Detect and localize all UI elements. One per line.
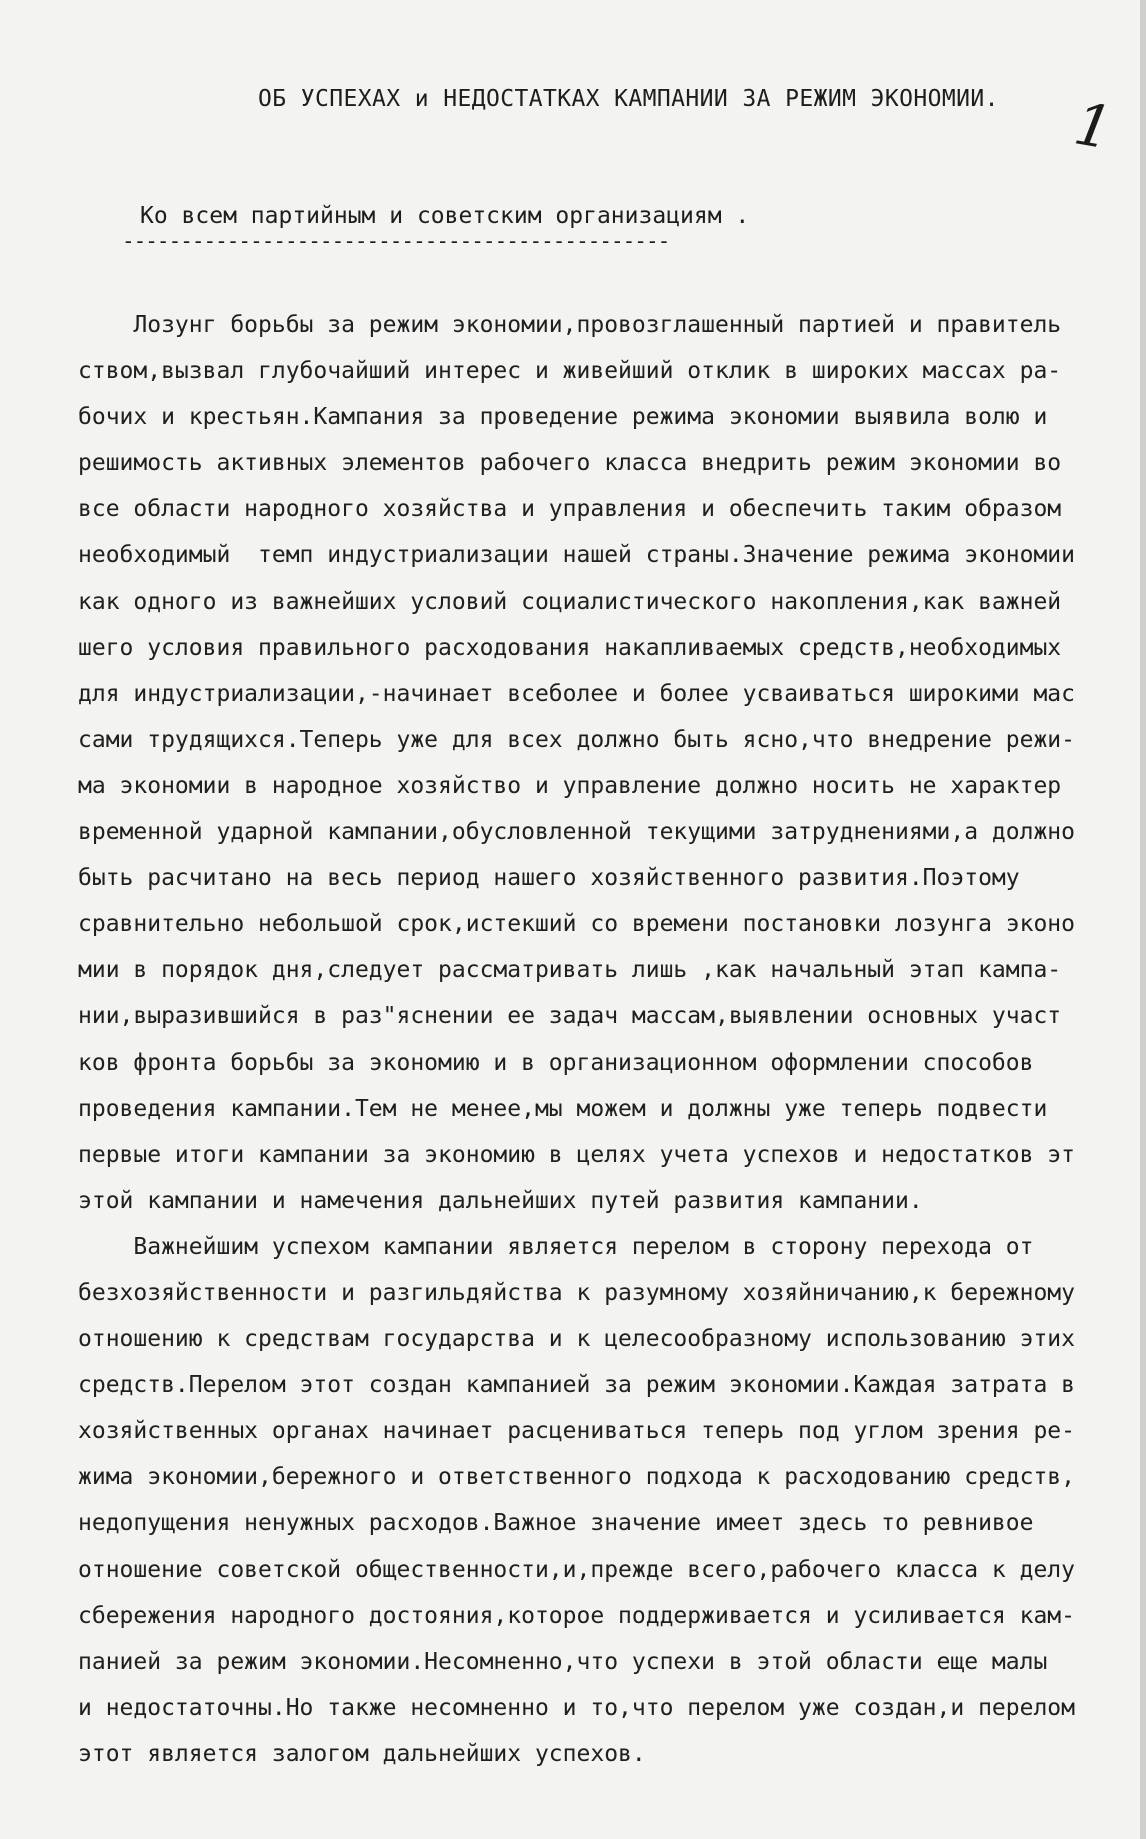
- text-line: шего условия правильного расходования накапливаемых средств,необходимых: [78, 634, 1062, 661]
- text-line: мии в порядок дня,следует рассматривать лишь ,как начальный этап кампа-: [78, 957, 1062, 984]
- text-line: безхозяйственности и разгильдяйства к разумному хозяйничанию,к бережному: [78, 1279, 1075, 1306]
- text-line: быть расчитано на весь период нашего хозяйственного развития.Поэтому: [78, 865, 1020, 892]
- text-line: этот является залогом дальнейших успехов.: [78, 1740, 646, 1767]
- text-line: нии,выразившийся в раз"яснении ее задач массам,выявлении основных участ: [78, 1003, 1062, 1030]
- page-number: 1: [1069, 89, 1118, 163]
- text-line: первые итоги кампании за экономию в целях учета успехов и недостатков эт: [78, 1141, 1075, 1168]
- text-line: недопущения ненужных расходов.Важное значение имеет здесь то ревнивое: [78, 1510, 1034, 1537]
- text-line: хозяйственных органах начинает расцениваться теперь под углом зрения ре-: [78, 1418, 1075, 1445]
- text-line: решимость активных элементов рабочего класса внедрить режим экономии во: [78, 450, 1062, 477]
- text-line: отношение советской общественности,и,прежде всего,рабочего класса к делу: [78, 1556, 1075, 1583]
- text-line: бочих и крестьян.Кампания за проведение режима экономии выявила волю и: [78, 404, 1048, 431]
- text-line: сами трудящихся.Теперь уже для всех должно быть ясно,что внедрение режи-: [78, 726, 1075, 753]
- text-line: все области народного хозяйства и управления и обеспечить таким образом: [78, 496, 1062, 523]
- text-line: для индустриализации,-начинает всеболее и более усваиваться широкими мас: [78, 680, 1075, 707]
- text-line: необходимый темп индустриализации нашей страны.Значение режима экономии: [78, 542, 1075, 569]
- text-line: Важнейшим успехом кампании является перелом в сторону перехода от: [78, 1233, 1034, 1260]
- text-line: отношению к средствам государства и к целесообразному использованию этих: [78, 1326, 1075, 1353]
- text-line: средств.Перелом этот создан кампанией за режим экономии.Каждая затрата в: [78, 1372, 1075, 1399]
- text-line: сравнительно небольшой срок,истекший со времени постановки лозунга эконо: [78, 911, 1075, 938]
- text-line: и недостаточны.Но также несомненно и то,что перелом уже создан,и перелом: [78, 1694, 1075, 1721]
- text-line: временной ударной кампании,обусловленной текущими затруднениями,а должно: [78, 819, 1075, 846]
- text-line: Лозунг борьбы за режим экономии,провозглашенный партией и правитель: [78, 312, 1062, 338]
- text-line: как одного из важнейших условий социалистического накопления,как важней: [78, 588, 1062, 615]
- text-line: жима экономии,бережного и ответственного подхода к расходованию средств,: [78, 1464, 1075, 1491]
- text-line: ков фронта борьбы за экономию и в организационном оформлении способов: [78, 1049, 1034, 1076]
- text-line: ством,вызвал глубочайший интерес и живейший отклик в широких массах ра-: [78, 358, 1062, 385]
- text-line: сбережения народного достояния,которое поддерживается и усиливается кам-: [78, 1602, 1075, 1629]
- text-line: панией за режим экономии.Несомненно,что успехи в этой области еще малы: [78, 1648, 1048, 1675]
- text-line: ма экономии в народное хозяйство и управление должно носить не характер: [78, 772, 1062, 799]
- text-line: проведения кампании.Тем не менее,мы можем и должны уже теперь подвести: [78, 1095, 1048, 1122]
- body-text: [78, 302, 1138, 1777]
- addressee-line: Ко всем партийным и советским организациям .: [140, 203, 750, 229]
- addressee-underline: -----------------------------------------------: [122, 229, 670, 253]
- document-title: ОБ УСПЕХАХ и НЕДОСТАТКАХ КАМПАНИИ ЗА РЕЖИМ ЭКОНОМИИ.: [258, 86, 999, 112]
- text-line: этой кампании и намечения дальнейших путей развития кампании.: [78, 1187, 923, 1214]
